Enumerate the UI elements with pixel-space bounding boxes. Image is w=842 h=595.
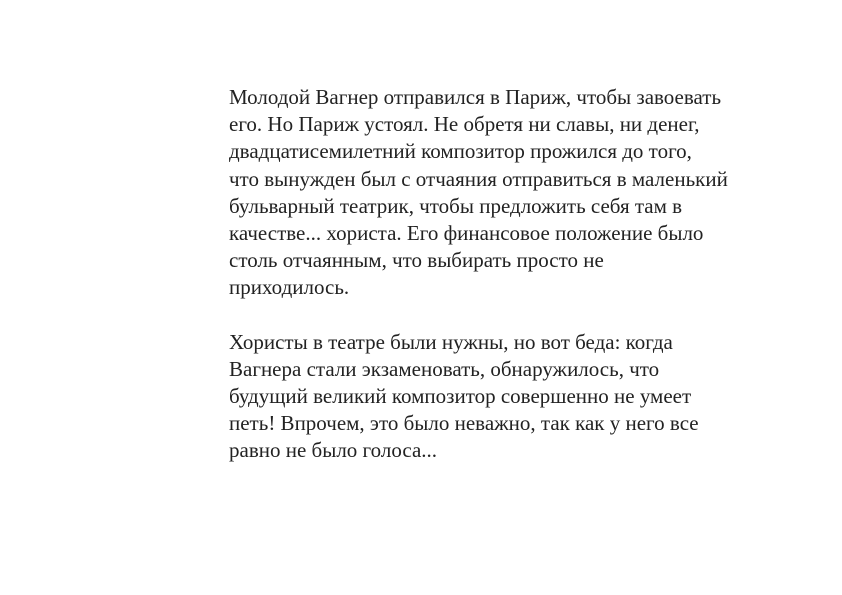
text-line: приходилось.	[229, 275, 350, 300]
text-line: будущий великий композитор совершенно не умеет	[229, 384, 692, 409]
text-line: двадцатисемилетний композитор прожился до того,	[229, 139, 692, 164]
text-line: его. Но Париж устоял. Не обретя ни славы, ни денег,	[229, 112, 700, 137]
text-line: бульварный театрик, чтобы предложить себя там в	[229, 193, 683, 218]
text-line: петь! Впрочем, это было неважно, так как у него все	[229, 411, 699, 436]
body-text	[229, 84, 789, 465]
paragraph-1	[229, 84, 789, 302]
text-line: качестве... хориста. Его финансовое положение было	[229, 221, 704, 246]
paragraph-2	[229, 329, 789, 465]
text-line: Хористы в театре были нужны, но вот беда: когда	[229, 329, 673, 354]
text-line: Молодой Вагнер отправился в Париж, чтобы завоевать	[229, 85, 722, 109]
text-line: Вагнера стали экзаменовать, обнаружилось, что	[229, 356, 660, 381]
text-line: что вынужден был с отчаяния отправиться в маленький	[229, 166, 728, 191]
text-line: равно не было голоса...	[229, 438, 438, 463]
text-line: столь отчаянным, что выбирать просто не	[229, 248, 604, 273]
